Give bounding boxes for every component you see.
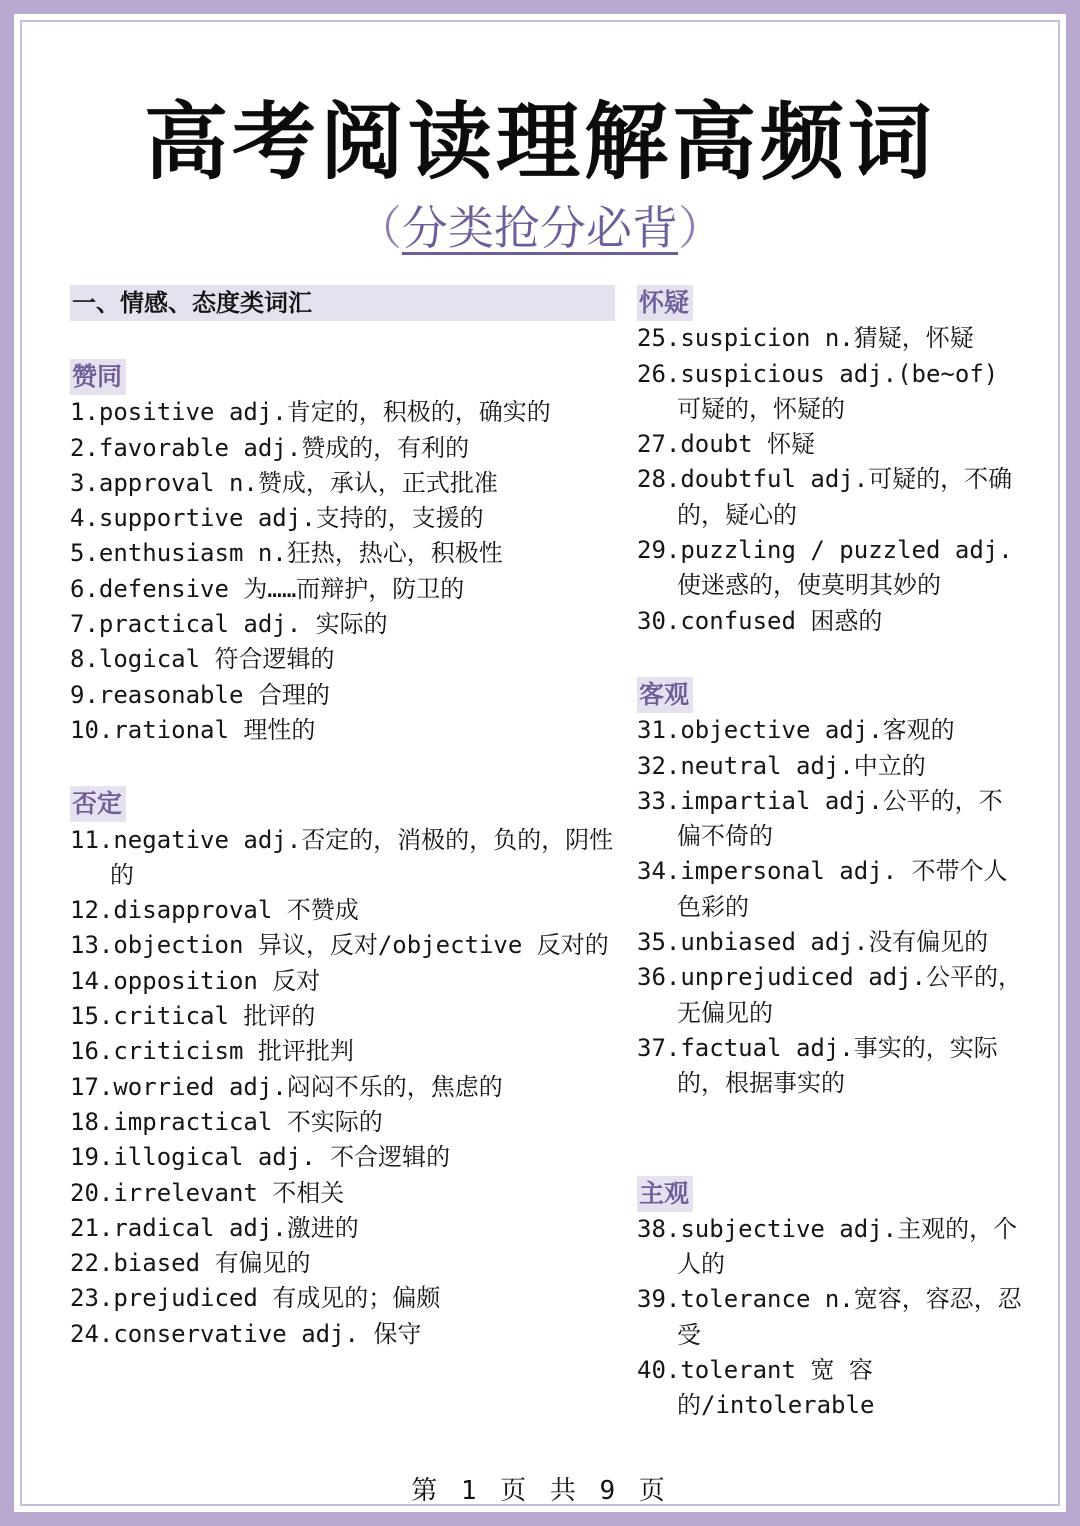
category-label-approve: 赞同 (70, 359, 126, 395)
right-column (637, 285, 1022, 1424)
list-item: 2.favorable adj.赞成的，有利的 (70, 433, 470, 462)
list-item: 29.puzzling / puzzled adj.使迷惑的，使莫明其妙的 (637, 536, 1013, 600)
list-item: 10.rational 理性的 (70, 715, 316, 744)
list-item: 39.tolerance n.宽容，容忍，忍受 (637, 1285, 1022, 1349)
list-item: 26.suspicious adj.(be~of)可疑的，怀疑的 (637, 359, 999, 423)
list-item: 22.biased 有偏见的 (70, 1249, 311, 1278)
list-item: 4.supportive adj.支持的，支援的 (70, 504, 484, 533)
list-item: 13.objection 异议，反对/objective 反对的 (70, 931, 609, 960)
list-item: 15.critical 批评的 (70, 1002, 316, 1031)
list-item: 32.neutral adj.中立的 (637, 751, 926, 780)
word-list-negative (70, 823, 615, 1352)
list-item: 17.worried adj.闷闷不乐的，焦虑的 (70, 1072, 503, 1101)
page-footer: 第 1 页 共 9 页 (411, 1476, 669, 1506)
list-item: 9.reasonable 合理的 (70, 680, 330, 709)
list-item: 1.positive adj.肯定的，积极的，确实的 (70, 398, 551, 427)
list-item: 24.conservative adj. 保守 (70, 1319, 422, 1348)
list-item: 16.criticism 批评批判 (70, 1037, 354, 1066)
list-item: 11.negative adj.否定的，消极的，负的，阴性的 (70, 825, 614, 889)
word-list-subjective (637, 1212, 1022, 1424)
category-label-doubt: 怀疑 (637, 285, 693, 321)
list-item: 14.opposition 反对 (70, 966, 321, 995)
list-item: 6.defensive 为……而辩护，防卫的 (70, 574, 465, 603)
list-item: 18.impractical 不实际的 (70, 1107, 383, 1136)
list-item: 20.irrelevant 不相关 (70, 1178, 345, 1207)
word-list-objective (637, 713, 1022, 1101)
list-item: 5.enthusiasm n.狂热，热心，积极性 (70, 539, 503, 568)
page-title: 高考阅读理解高频词 (143, 93, 936, 191)
word-list-doubt (637, 321, 1022, 639)
section-heading: 一、情感、态度类词汇 (70, 285, 615, 321)
list-item: 12.disapproval 不赞成 (70, 896, 359, 925)
document-page (14, 14, 1066, 1512)
list-item: 34.impersonal adj. 不带个人色彩的 (637, 857, 1008, 921)
list-item: 37.factual adj.事实的，实际的，根据事实的 (637, 1033, 998, 1098)
list-item: 33.impartial adj.公平的，不偏不倚的 (637, 786, 1003, 851)
list-item: 27.doubt 怀疑 (637, 430, 816, 459)
list-item: 36.unprejudiced adj.公平的，无偏见的 (637, 963, 1022, 1027)
list-item: 30.confused 困惑的 (637, 606, 883, 635)
list-item: 40.tolerant 宽 容 的/intolerable (637, 1356, 875, 1420)
list-item: 19.illogical adj. 不合逻辑的 (70, 1143, 451, 1172)
list-item: 3.approval n.赞成，承认，正式批准 (70, 468, 498, 497)
category-label-objective: 客观 (637, 677, 693, 713)
left-column (70, 285, 615, 1352)
subtitle-open-paren: （ (356, 201, 402, 255)
list-item: 35.unbiased adj.没有偏见的 (637, 928, 989, 957)
list-item: 8.logical 符合逻辑的 (70, 645, 335, 674)
category-label-negative: 否定 (70, 786, 126, 822)
list-item: 7.practical adj. 实际的 (70, 610, 388, 639)
category-label-subjective: 主观 (637, 1176, 693, 1212)
list-item: 23.prejudiced 有成见的；偏颇 (70, 1284, 441, 1313)
list-item: 31.objective adj.客观的 (637, 716, 955, 745)
page-subtitle (20, 198, 1060, 258)
subtitle-close-paren: ） (678, 201, 724, 255)
list-item: 21.radical adj.激进的 (70, 1213, 359, 1242)
list-item: 25.suspicion n.猜疑，怀疑 (637, 324, 974, 353)
word-list-approve (70, 395, 615, 748)
list-item: 28.doubtful adj.可疑的，不确的，疑心的 (637, 465, 1013, 529)
subtitle-text: 分类抢分必背 (402, 201, 678, 255)
list-item: 38.subjective adj.主观的，个人的 (637, 1214, 1018, 1279)
